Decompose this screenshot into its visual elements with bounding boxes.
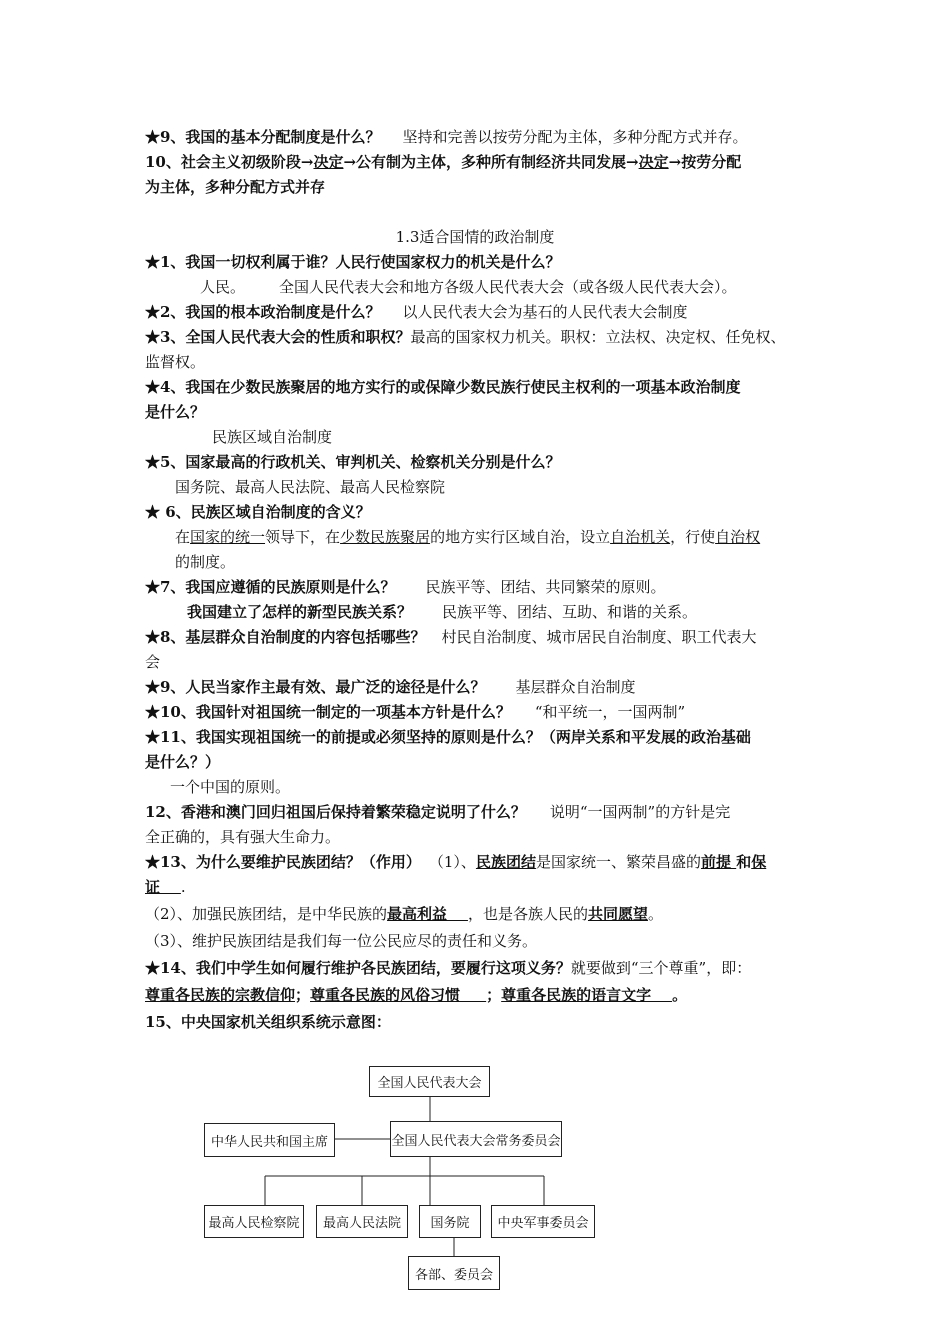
text-segment: 10、社会主义初级阶段→ bbox=[145, 153, 314, 171]
node-npc: 全国人民代表大会 bbox=[369, 1066, 490, 1097]
answer-text: 以人民代表大会为基石的人民代表大会制度 bbox=[402, 303, 688, 321]
text-segment: （2）、加强民族团结，是中华民族的 bbox=[145, 905, 388, 923]
underlined-segment: 尊重各民族的语言文字 bbox=[501, 986, 673, 1004]
answer-3-cont: 监督权。 bbox=[145, 353, 206, 371]
text-segment: ，行使 bbox=[670, 528, 716, 546]
question-4-cont: 是什么？ bbox=[145, 403, 206, 421]
text-segment: ； bbox=[486, 986, 502, 1004]
answer-text: 最高的国家权力机关。职权：立法权、决定权、任免权、 bbox=[410, 328, 786, 346]
question-text: ★13、为什么要维护民族团结？（作用） bbox=[145, 853, 421, 871]
underlined-segment: 尊重各民族的风俗习惯 bbox=[310, 986, 487, 1004]
answer-text: 就要做到“三个尊重”，即： bbox=[570, 959, 752, 977]
answer-text: 说明“一国两制”的方针是完 bbox=[549, 803, 731, 821]
answer-12-cont: 全正确的，具有强大生命力。 bbox=[145, 828, 341, 846]
text-segment: . bbox=[180, 878, 186, 896]
underlined-segment: 保 bbox=[751, 853, 767, 871]
text-segment: 和 bbox=[736, 853, 752, 871]
answer-4: 民族区域自治制度 bbox=[212, 428, 333, 446]
answer-text: 坚持和完善以按劳分配为主体，多种分配方式并存。 bbox=[402, 128, 748, 146]
question-text: ★8、基层群众自治制度的内容包括哪些？ bbox=[145, 628, 426, 646]
text-segment: 是国家统一、繁荣昌盛的 bbox=[535, 853, 701, 871]
underlined-segment: 自治权 bbox=[715, 528, 761, 546]
question-text: ★7、我国应遵循的民族原则是什么？ bbox=[145, 578, 396, 596]
node-standing-committee: 全国人民代表大会常务委员会 bbox=[390, 1121, 562, 1157]
question-text: ★9、人民当家作主最有效、最广泛的途径是什么？ bbox=[145, 678, 486, 696]
node-state-council: 国务院 bbox=[419, 1205, 481, 1238]
question-11-cont: 是什么？） bbox=[145, 753, 221, 771]
node-court: 最高人民法院 bbox=[316, 1205, 408, 1238]
text-segment: →按劳分配 bbox=[668, 153, 742, 171]
question-text: ★9、我国的基本分配制度是什么？ bbox=[145, 128, 381, 146]
section-title: 1.3适合国情的政治制度 bbox=[395, 228, 555, 246]
question-text: ★2、我国的根本政治制度是什么？ bbox=[145, 303, 381, 321]
question-text: ★3、全国人民代表大会的性质和职权？ bbox=[145, 328, 411, 346]
text-segment: 的地方实行区域自治，设立 bbox=[430, 528, 611, 546]
text-segment: ； bbox=[295, 986, 311, 1004]
node-procuratorate: 最高人民检察院 bbox=[204, 1205, 304, 1238]
answer-6-cont: 的制度。 bbox=[175, 553, 236, 571]
question-15: 15、中央国家机关组织系统示意图： bbox=[145, 1013, 391, 1031]
text-segment: ，也是各族人民的 bbox=[467, 905, 588, 923]
node-ministries: 各部、委员会 bbox=[408, 1256, 500, 1290]
node-military-commission: 中央军事委员会 bbox=[491, 1205, 595, 1238]
answer-text: “和平统一，一国两制” bbox=[534, 703, 686, 721]
answer-11: 一个中国的原则。 bbox=[170, 778, 291, 796]
text-segment: （1）、 bbox=[428, 853, 476, 871]
line-10-cont: 为主体，多种分配方式并存 bbox=[145, 178, 326, 196]
answer-text: 民族平等、团结、共同繁荣的原则。 bbox=[425, 578, 666, 596]
text-segment: 在 bbox=[175, 528, 191, 546]
text-segment: 领导下，在 bbox=[265, 528, 341, 546]
underlined-segment: 证 bbox=[145, 878, 181, 896]
underlined-segment: 民族团结 bbox=[475, 853, 536, 871]
question-text: ★14、我们中学生如何履行维护各民族团结，要履行这项义务？ bbox=[145, 959, 571, 977]
underlined-segment: 前提 bbox=[700, 853, 737, 871]
underlined-segment: 少数民族聚居 bbox=[340, 528, 431, 546]
question-1: ★1、我国一切权利属于谁？人民行使国家权力的机关是什么？ bbox=[145, 253, 561, 271]
text-segment: 。 bbox=[672, 986, 688, 1004]
underlined-segment: 决定 bbox=[638, 153, 669, 171]
answer-text: 人民。 bbox=[200, 278, 246, 296]
question-text: 12、香港和澳门回归祖国后保持着繁荣稳定说明了什么？ bbox=[145, 803, 526, 821]
question-text: ★10、我国针对祖国统一制定的一项基本方针是什么？ bbox=[145, 703, 511, 721]
question-11: ★11、我国实现祖国统一的前提或必须坚持的原则是什么？（两岸关系和平发展的政治基础 bbox=[145, 728, 751, 746]
answer-5: 国务院、最高人民法院、最高人民检察院 bbox=[175, 478, 446, 496]
question-6: ★ 6、民族区域自治制度的含义？ bbox=[145, 503, 371, 521]
text-segment: 。 bbox=[647, 905, 663, 923]
question-text: 我国建立了怎样的新型民族关系？ bbox=[187, 603, 413, 621]
underlined-segment: 决定 bbox=[313, 153, 344, 171]
underlined-segment: 自治机关 bbox=[610, 528, 671, 546]
answer-13-3: （3）、维护民族团结是我们每一位公民应尽的责任和义务。 bbox=[145, 932, 538, 950]
answer-text: 全国人民代表大会和地方各级人民代表大会（或各级人民代表大会）。 bbox=[279, 278, 737, 296]
underlined-segment: 国家的统一 bbox=[190, 528, 266, 546]
question-5: ★5、国家最高的行政机关、审判机关、检察机关分别是什么？ bbox=[145, 453, 561, 471]
answer-8-cont: 会 bbox=[145, 653, 161, 671]
text-segment: →公有制为主体，多种所有制经济共同发展→ bbox=[343, 153, 639, 171]
answer-text: 村民自治制度、城市居民自治制度、职工代表大 bbox=[441, 628, 757, 646]
underlined-segment: 共同愿望 bbox=[587, 905, 648, 923]
underlined-segment: 最高利益 bbox=[387, 905, 468, 923]
answer-text: 基层群众自治制度 bbox=[515, 678, 636, 696]
node-president: 中华人民共和国主席 bbox=[204, 1123, 335, 1157]
underlined-segment: 尊重各民族的宗教信仰 bbox=[145, 986, 296, 1004]
question-4: ★4、我国在少数民族聚居的地方实行的或保障少数民族行使民主权利的一项基本政治制度 bbox=[145, 378, 741, 396]
answer-text: 民族平等、团结、互助、和谐的关系。 bbox=[442, 603, 698, 621]
